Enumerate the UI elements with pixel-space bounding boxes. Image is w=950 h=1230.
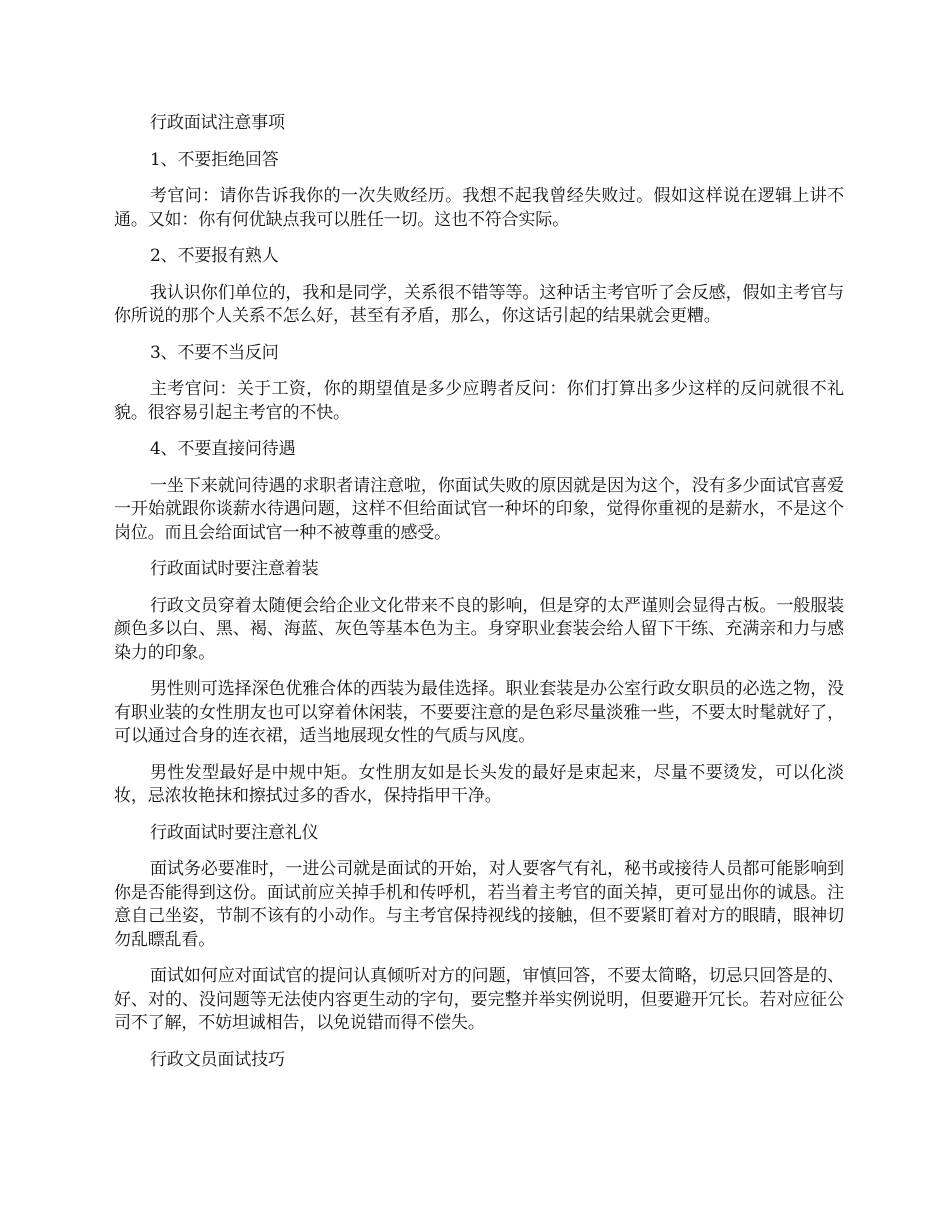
section-heading: 行政面试时要注意礼仪 bbox=[150, 822, 319, 843]
document-body bbox=[114, 112, 844, 1085]
body-paragraph: 面试务必要准时，一进公司就是面试的开始，对人要客气有礼，秘书或接待人员都可能影响到你是否能得到这份。面试前应关掉手机和传呼机，若当着主考官的面关掉，更可显出你的诚恳。注意自己坐姿，节制不该有的小动作。与主考官保持视线的接触，但不要紧盯着对方的眼睛，眼神切勿乱瞟乱看。 bbox=[114, 859, 844, 950]
section-heading: 行政面试注意事项 bbox=[150, 113, 285, 133]
body-paragraph: 面试如何应对面试官的提问认真倾听对方的问题，审慎回答，不要太简略，切忌只回答是的、好、对的、没问题等无法使内容更生动的字句，要完整并举实例说明，但要避开冗长。若对应征公司不了解，不妨坦诚相告，以免说错而得不偿失。 bbox=[114, 966, 844, 1033]
body-paragraph: 男性则可选择深色优雅合体的西装为最佳选择。职业套装是办公室行政女职员的必选之物，没有职业装的女性朋友也可以穿着休闲装，不要要注意的是色彩尽量淡雅一些，不要太时髦就好了，可以通过合身的连衣裙，适当地展现女性的气质与风度。 bbox=[114, 679, 844, 746]
body-paragraph: 我认识你们单位的，我和是同学，关系很不错等等。这种话主考官听了会反感，假如主考官与你所说的那个人关系不怎么好，甚至有矛盾，那么，你这话引起的结果就会更糟。 bbox=[114, 282, 844, 326]
body-paragraph: 主考官问：关于工资，你的期望值是多少应聘者反问：你们打算出多少这样的反问就很不礼貌。很容易引起主考官的不快。 bbox=[114, 379, 844, 423]
body-paragraph: 行政文员穿着太随便会给企业文化带来不良的影响，但是穿的太严谨则会显得古板。一般服装颜色多以白、黑、褐、海蓝、灰色等基本色为主。身穿职业套装会给人留下干练、充满亲和力与感染力的印象。 bbox=[114, 595, 844, 663]
section-heading: 行政文员面试技巧 bbox=[150, 1049, 285, 1070]
body-paragraph: 一坐下来就问待遇的求职者请注意啦，你面试失败的原因就是因为这个，没有多少面试官喜爱一开始就跟你谈薪水待遇问题，这样不但给面试官一种坏的印象，觉得你重视的是薪水，不是这个岗位。而且会给面试官一种不被尊重的感受。 bbox=[114, 475, 844, 543]
body-paragraph: 考官问：请你告诉我你的一次失败经历。我想不起我曾经失败过。假如这样说在逻辑上讲不通。又如：你有何优缺点我可以胜任一切。这也不符合实际。 bbox=[114, 186, 844, 230]
item-heading: 1、不要拒绝回答 bbox=[150, 149, 279, 170]
item-heading: 3、不要不当反问 bbox=[150, 342, 279, 363]
body-paragraph: 男性发型最好是中规中矩。女性朋友如是长头发的最好是束起来，尽量不要烫发，可以化淡妆，忌浓妆艳抹和擦拭过多的香水，保持指甲干净。 bbox=[114, 762, 844, 806]
item-heading: 4、不要直接问待遇 bbox=[150, 439, 296, 459]
item-heading: 2、不要报有熟人 bbox=[150, 246, 279, 266]
section-heading: 行政面试时要注意着装 bbox=[150, 559, 319, 579]
